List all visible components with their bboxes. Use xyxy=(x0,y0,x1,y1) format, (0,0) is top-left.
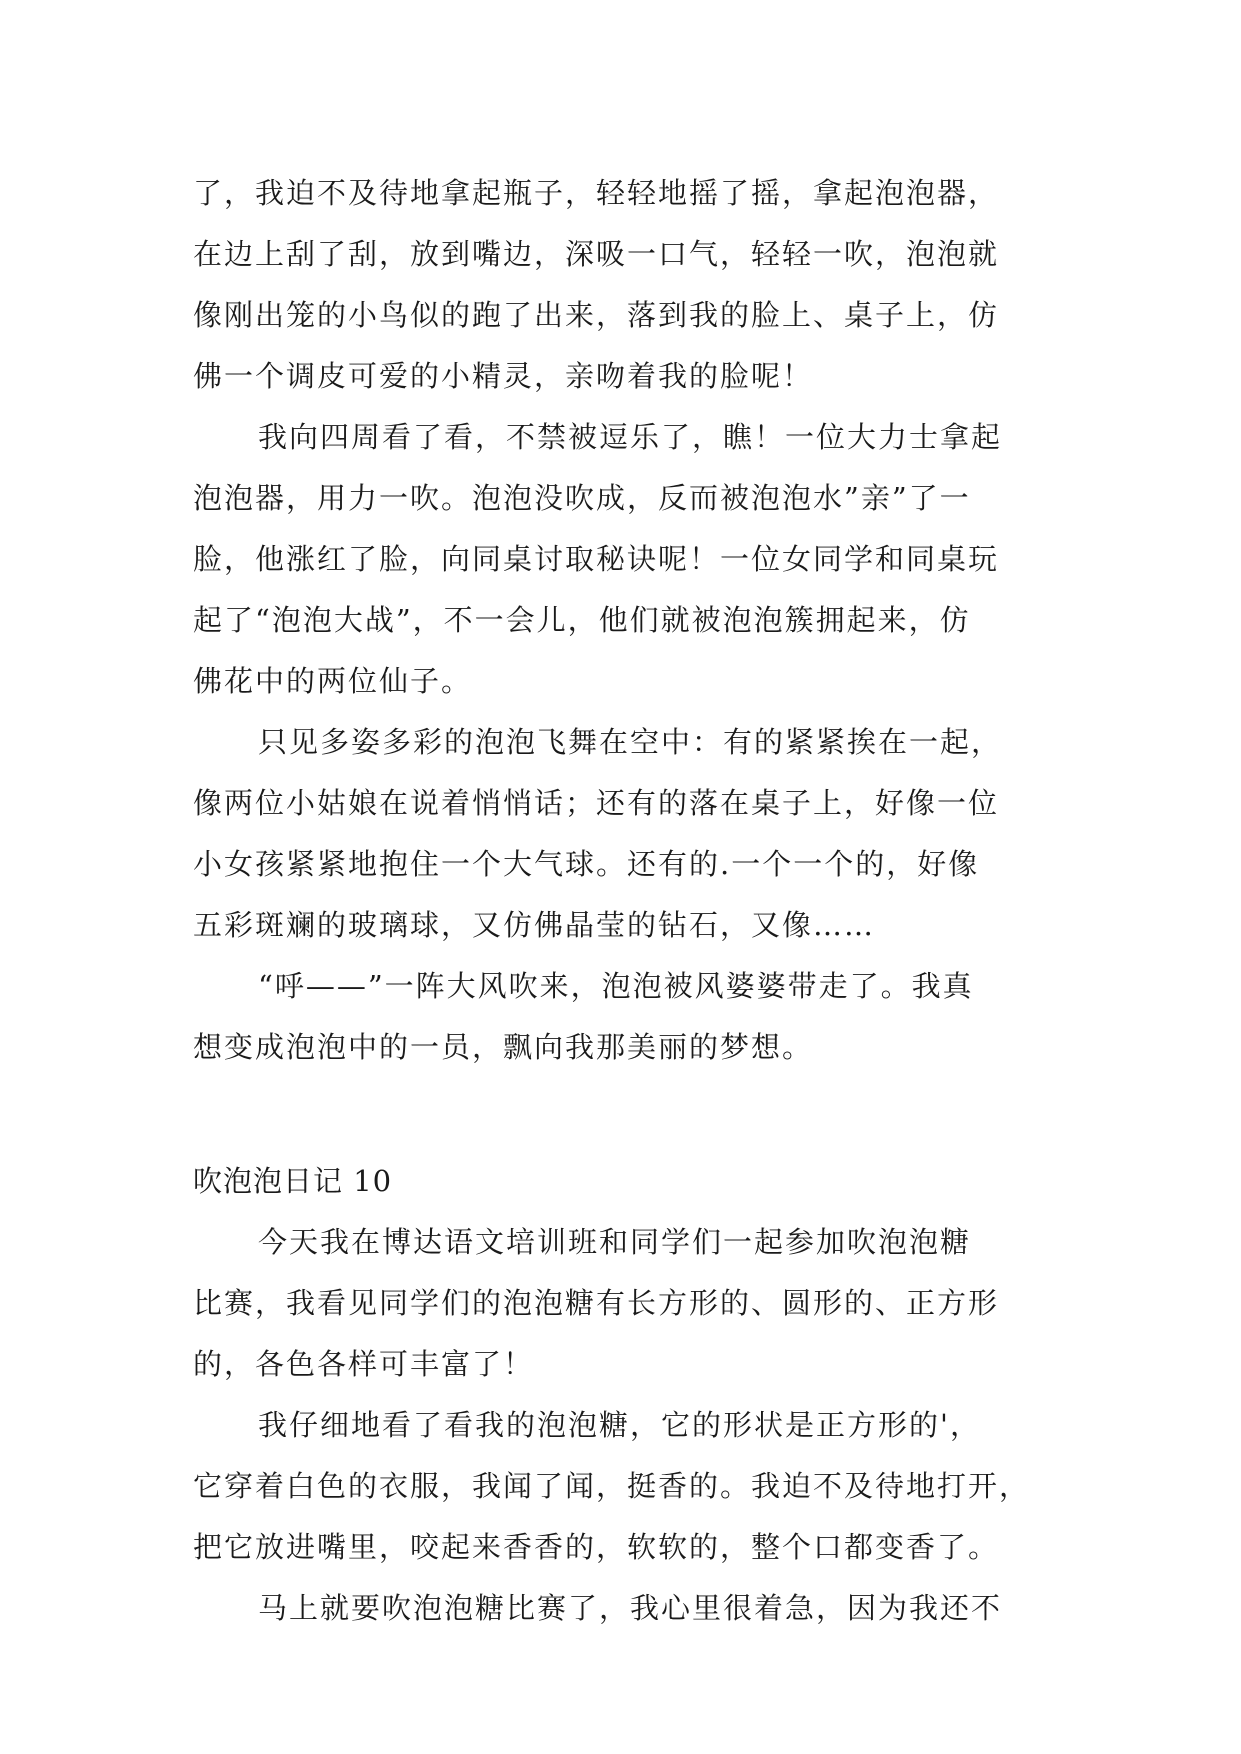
paragraph xyxy=(193,163,1073,407)
text-line: 它穿着白色的衣服，我闻了闻，挺香的。我迫不及待地打开， xyxy=(193,1469,1031,1503)
text-line: 五彩斑斓的玻璃球，又仿佛晶莹的钻石，又像…… xyxy=(193,908,876,942)
text-line: 今天我在博达语文培训班和同学们一起参加吹泡泡糖 xyxy=(258,1225,972,1259)
paragraph xyxy=(193,1578,1073,1639)
text-line: 脸，他涨红了脸，向同桌讨取秘诀呢！一位女同学和同桌玩 xyxy=(193,542,1000,576)
paragraph xyxy=(193,1395,1073,1578)
paragraph xyxy=(193,1212,1073,1395)
paragraph xyxy=(193,712,1073,956)
section-gap xyxy=(193,1078,1073,1151)
text-line: 佛一个调皮可爱的小精灵，亲吻着我的脸呢！ xyxy=(193,359,814,393)
text-line: 马上就要吹泡泡糖比赛了，我心里很着急，因为我还不 xyxy=(258,1591,1003,1625)
text-line: 比赛，我看见同学们的泡泡糖有长方形的、圆形的、正方形 xyxy=(193,1286,1000,1320)
text-line: “呼——”一阵大风吹来，泡泡被风婆婆带走了。我真 xyxy=(258,969,974,1003)
text-line: 像两位小姑娘在说着悄悄话；还有的落在桌子上，好像一位 xyxy=(193,786,1000,820)
paragraph xyxy=(193,407,1073,712)
section-title: 吹泡泡日记 10 xyxy=(193,1164,393,1198)
text-line: 想变成泡泡中的一员，飘向我那美丽的梦想。 xyxy=(193,1030,814,1064)
text-line: 在边上刮了刮，放到嘴边，深吸一口气，轻轻一吹，泡泡就 xyxy=(193,237,1000,271)
text-line: 了，我迫不及待地拿起瓶子，轻轻地摇了摇，拿起泡泡器， xyxy=(193,176,1000,210)
text-line: 我仔细地看了看我的泡泡糖，它的形状是正方形的'， xyxy=(258,1408,981,1442)
document-body xyxy=(193,163,1073,1639)
text-line: 泡泡器，用力一吹。泡泡没吹成，反而被泡泡水”亲”了一 xyxy=(193,481,971,515)
text-line: 我向四周看了看，不禁被逗乐了，瞧！一位大力士拿起 xyxy=(258,420,1003,454)
text-line: 只见多姿多彩的泡泡飞舞在空中：有的紧紧挨在一起， xyxy=(258,725,1003,759)
paragraph xyxy=(193,956,1073,1078)
text-line: 起了“泡泡大战”，不一会儿，他们就被泡泡簇拥起来，仿 xyxy=(193,603,971,637)
text-line: 佛花中的两位仙子。 xyxy=(193,664,473,698)
text-line: 像刚出笼的小鸟似的跑了出来，落到我的脸上、桌子上，仿 xyxy=(193,298,1000,332)
text-line: 小女孩紧紧地抱住一个大气球。还有的.一个一个的，好像 xyxy=(193,847,980,881)
text-line: 的，各色各样可丰富了！ xyxy=(193,1347,535,1381)
text-line: 把它放进嘴里，咬起来香香的，软软的，整个口都变香了。 xyxy=(193,1530,1000,1564)
